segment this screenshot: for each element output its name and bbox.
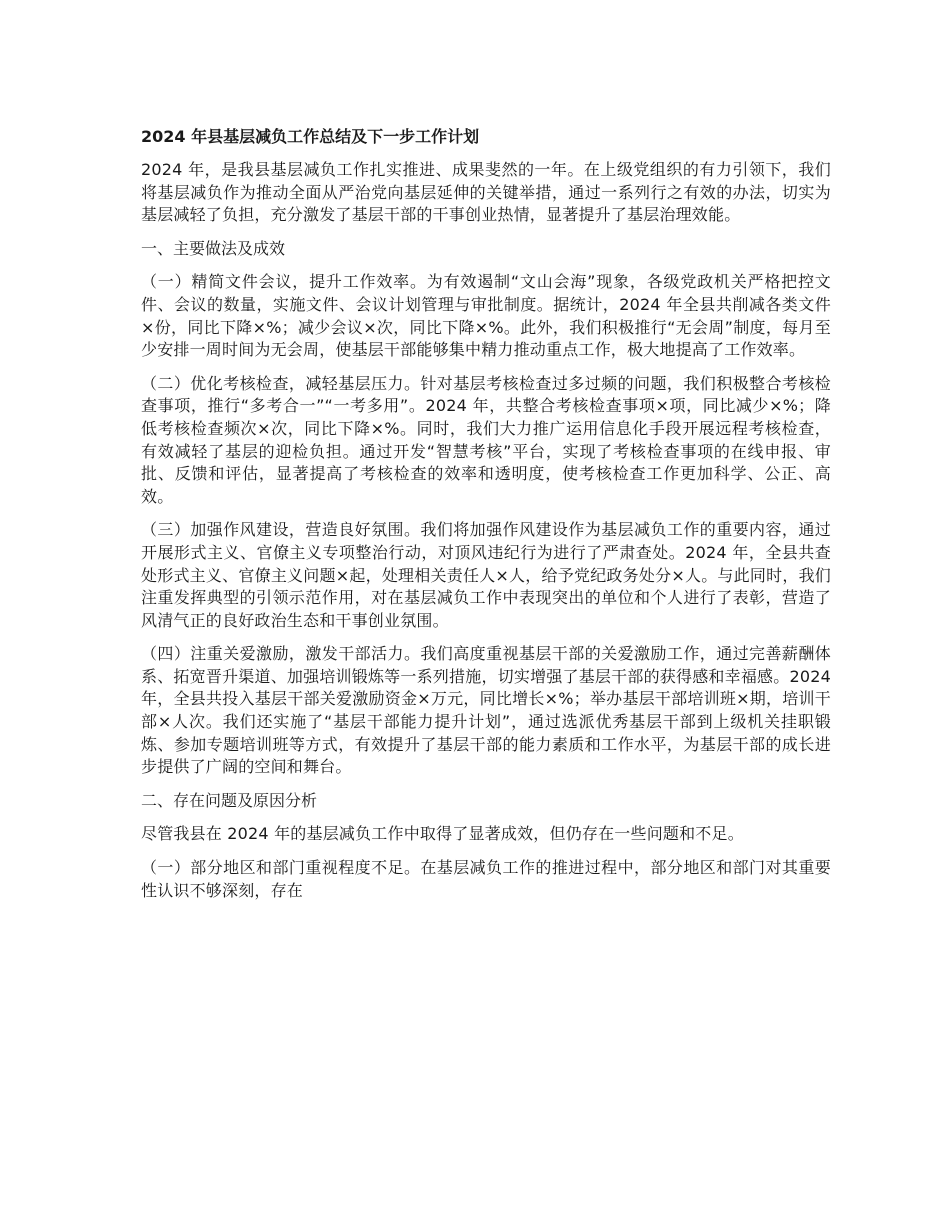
document-page: [141, 124, 831, 913]
document-title: 2024 年县基层减负工作总结及下一步工作计划: [141, 127, 480, 146]
section-2-heading: 二、存在问题及原因分析: [141, 790, 318, 810]
section-1-heading: 一、主要做法及成效: [141, 238, 286, 258]
section-1-paragraph-3: （三）加强作风建设，营造良好氛围。我们将加强作风建设作为基层减负工作的重要内容，通过开展形式主义、官僚主义专项整治行动，对顶风违纪行为进行了严肃查处。2024 年，全县共查处形式主义、官僚主义问题×起，处理相关责任人×人，给予党纪政务处分×人。与此同时，我们注重发挥典型的引领示范作用，对在基层减负工作中表现突出的单位和个人进行了表彰，营造了风清气正的良好政治生态和干事创业氛围。: [141, 520, 831, 630]
section-1-paragraph-4: （四）注重关爱激励，激发干部活力。我们高度重视基层干部的关爱激励工作，通过完善薪酬体系、拓宽晋升渠道、加强培训锻炼等一系列措施，切实增强了基层干部的获得感和幸福感。2024 年，全县共投入基层干部关爱激励资金×万元，同比增长×%；举办基层干部培训班×期，培训干部×人次。我们还实施了“基层干部能力提升计划”，通过选派优秀基层干部到上级机关挂职锻炼、参加专题培训班等方式，有效提升了基层干部的能力素质和工作水平，为基层干部的成长进步提供了广阔的空间和舞台。: [141, 644, 831, 777]
section-1-paragraph-1: （一）精简文件会议，提升工作效率。为有效遏制“文山会海”现象，各级党政机关严格把控文件、会议的数量，实施文件、会议计划管理与审批制度。据统计，2024 年全县共削减各类文件×份，同比下降×%；减少会议×次，同比下降×%。此外，我们积极推行“无会周”制度，每月至少安排一周时间为无会周，使基层干部能够集中精力推动重点工作，极大地提高了工作效率。: [141, 272, 831, 360]
section-1-paragraph-2: （二）优化考核检查，减轻基层压力。针对基层考核检查过多过频的问题，我们积极整合考核检查事项，推行“多考合一”“一考多用”。2024 年，共整合考核检查事项×项，同比减少×%；降低考核检查频次×次，同比下降×%。同时，我们大力推广运用信息化手段开展远程考核检查，有效减轻了基层的迎检负担。通过开发“智慧考核”平台，实现了考核检查事项的在线申报、审批、反馈和评估，显著提高了考核检查的效率和透明度，使考核检查工作更加科学、公正、高效。: [141, 373, 831, 506]
section-2-paragraph-1: （一）部分地区和部门重视程度不足。在基层减负工作的推进过程中，部分地区和部门对其重要性认识不够深刻，存在: [141, 858, 831, 900]
section-2-intro: 尽管我县在 2024 年的基层减负工作中取得了显著成效，但仍存在一些问题和不足。: [141, 824, 744, 844]
intro-paragraph: 2024 年，是我县基层减负工作扎实推进、成果斐然的一年。在上级党组织的有力引领下，我们将基层减负作为推动全面从严治党向基层延伸的关键举措，通过一系列行之有效的办法，切实为基层减轻了负担，充分激发了基层干部的干事创业热情，显著提升了基层治理效能。: [141, 160, 831, 225]
